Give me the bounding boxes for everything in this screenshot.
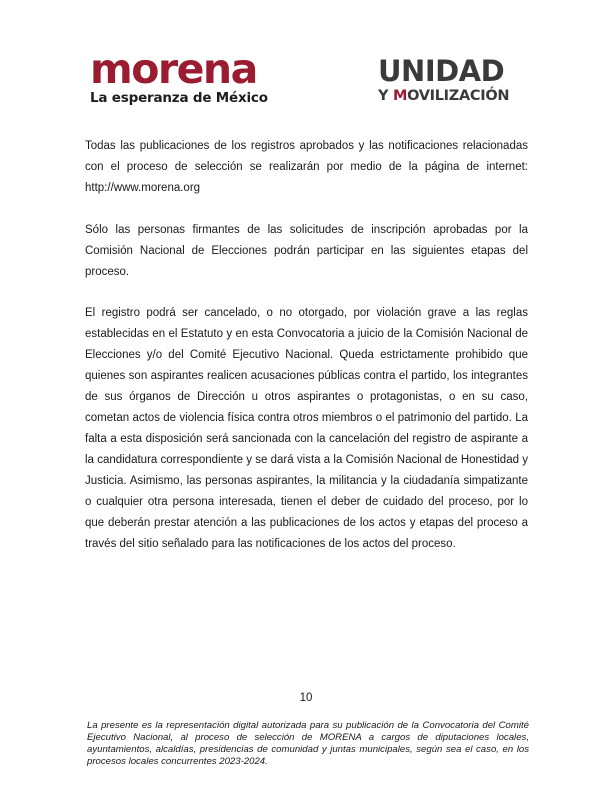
- unidad-logo-line2: [378, 87, 509, 105]
- unidad-movilizacion-logo: [378, 56, 509, 105]
- unidad-logo-rest: OVILIZACIÓN: [407, 88, 510, 104]
- morena-logo-tagline: La esperanza de México: [90, 90, 268, 106]
- page-number: 10: [299, 692, 313, 704]
- unidad-logo-line1: UNIDAD: [378, 54, 505, 88]
- morena-logo-word: morena: [90, 45, 257, 93]
- footer-note: La presente es la representación digital autorizada para su publicación de la Convocatoria del Comité Ejecutivo Nacional, al proceso de selección de MORENA a cargos de diputaciones locales, ayuntamientos, alcaldías, presidencias de comunidad y juntas municipales, según sea el caso, en los procesos locales concurrentes 2023-2024.: [87, 720, 529, 767]
- paragraph-cancellation: El registro podrá ser cancelado, o no otorgado, por violación grave a las reglas establecidas en el Estatuto y en esta Convocatoria a juicio de la Comisión Nacional de Elecciones y/o del Comité Ejecutivo Nacional. Queda estrictamente prohibido que quienes son aspirantes realicen acusaciones públicas contra el partido, los integrantes de sus órganos de Dirección u otros aspirantes o protagonistas, o en su caso, cometan actos de violencia física contra otros miembros o el patrimonio del partido. La falta a esta disposición será sancionada con la cancelación del registro de aspirante a la candidatura correspondiente y se dará vista a la Comisión Nacional de Honestidad y Justicia. Asimismo, las personas aspirantes, la militancia y la ciudadanía simpatizante o cualquier otra persona interesada, tienen el deber de cuidado del proceso, por lo que deberán prestar atención a las publicaciones de los actos y etapas del proceso a través del sitio señalado para las notificaciones de los actos del proceso.: [85, 307, 528, 550]
- document-body: [85, 136, 528, 576]
- unidad-logo-accent-letter: M: [392, 88, 408, 104]
- unidad-logo-prefix: Y: [378, 88, 393, 104]
- morena-logo: [90, 45, 268, 106]
- paragraph-publications: Todas las publicaciones de los registros aprobados y las notificaciones relacionadas con el proceso de selección se realizarán por medio de la página de internet: http://www.morena.org: [85, 140, 528, 194]
- paragraph-signatories: Sólo las personas firmantes de las solicitudes de inscripción aprobadas por la Comisión Nacional de Elecciones podrán participar en las siguientes etapas del proceso.: [85, 223, 528, 278]
